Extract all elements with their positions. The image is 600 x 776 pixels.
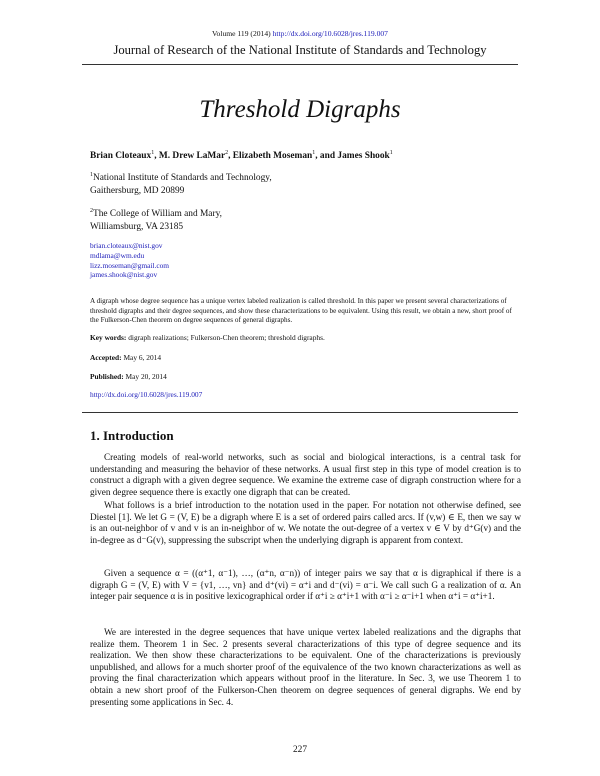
email-link[interactable]: lizz.moseman@gmail.com xyxy=(90,260,170,270)
volume-doi-link[interactable]: http://dx.doi.org/10.6028/jres.119.007 xyxy=(272,29,388,38)
doi-link[interactable]: http://dx.doi.org/10.6028/jres.119.007 xyxy=(90,390,203,399)
paragraph xyxy=(90,627,521,708)
paragraph xyxy=(90,568,521,603)
published-value: May 20, 2014 xyxy=(125,372,167,381)
volume-line xyxy=(0,29,600,38)
published-label: Published: xyxy=(90,372,124,381)
affiliation-mark: 2 xyxy=(90,207,93,214)
affiliation-mark: 1 xyxy=(90,171,93,178)
abstract: A digraph whose degree sequence has a unique vertex labeled realization is called threshold. In this paper we present several characterizations of threshold digraphs and their degree sequences, and show these characterizations to be equivalent. Using this result, we obtain a new, short proof of the Fulkerson-Chen theorem on degree sequences of general digraphs. xyxy=(90,297,512,325)
affiliation-1 xyxy=(90,172,272,197)
affiliation-2 xyxy=(90,208,222,233)
affiliation-line: Gaithersburg, MD 20899 xyxy=(90,185,185,196)
volume-text: Volume 119 (2014) xyxy=(212,29,271,38)
abstract-divider xyxy=(82,412,518,413)
keywords-label: Key words: xyxy=(90,333,127,342)
keywords xyxy=(90,333,325,342)
published-date xyxy=(90,372,167,381)
author-separator: , and xyxy=(315,151,338,161)
paragraph-text: Creating models of real-world networks, such as social and biological interactions, is a central task for understanding and measuring the behavior of these networks. A usual first step in this type of model creation is to construct a digraph with a given degree sequence. We examine the extreme case of digraph construction where for a given degree sequence there is exactly one digraph that can be created. xyxy=(90,452,521,497)
author-name: Brian Cloteaux xyxy=(90,151,152,161)
author-name: M. Drew LaMar xyxy=(158,151,226,161)
author-separator: , xyxy=(228,151,233,161)
paragraph-text: What follows is a brief introduction to the notation used in the paper. For notation not otherwise defined, see Diestel [1]. We let G = (V, E) be a digraph where E is a set of ordered pairs called arcs. If (v,w) ∈ E, then we say w is an out-neighbor of v and v is an in-neighbor of w. We notate the out-degree of a vertex v ∈ V by d⁺G(v) and the in-degree as d⁻G(v), suppressing the subscript when the underlying digraph is apparent from context. xyxy=(90,500,521,545)
paper-title: Threshold Digraphs xyxy=(199,96,401,123)
author-separator: , xyxy=(154,151,159,161)
author-affiliation-mark: 1 xyxy=(312,149,316,156)
email-link[interactable]: brian.cloteaux@nist.gov xyxy=(90,241,163,250)
email-link[interactable]: mdlama@wm.edu xyxy=(90,250,145,260)
accepted-value: May 6, 2014 xyxy=(123,353,162,362)
section-heading: 1. Introduction xyxy=(90,428,174,443)
author-affiliation-mark: 1 xyxy=(389,149,393,156)
accepted-label: Accepted: xyxy=(90,353,122,362)
email-link[interactable]: james.shook@nist.gov xyxy=(90,270,158,280)
author-affiliation-mark: 2 xyxy=(225,149,229,156)
affiliation-line: National Institute of Standards and Technology, xyxy=(93,173,272,183)
header-divider xyxy=(82,64,518,65)
paragraph xyxy=(90,452,521,498)
accepted-date xyxy=(90,353,161,362)
email-list xyxy=(90,241,169,280)
author-list xyxy=(90,151,393,161)
affiliation-line: Williamsburg, VA 23185 xyxy=(90,221,184,232)
author-name: Elizabeth Moseman xyxy=(232,151,313,161)
author-affiliation-mark: 1 xyxy=(151,149,155,156)
page-number: 227 xyxy=(292,745,308,755)
keywords-text: digraph realizations; Fulkerson-Chen theorem; threshold digraphs. xyxy=(128,333,325,342)
paragraph xyxy=(90,500,521,546)
author-name: James Shook xyxy=(337,151,390,161)
affiliation-line: The College of William and Mary, xyxy=(93,209,223,219)
paragraph-text: We are interested in the degree sequences that have unique vertex labeled realizations and the digraphs that realize them. Theorem 1 in Sec. 2 presents several characterizations of this type of degree sequence and its realization. We then show these characterizations to be equivalent. One of the characterizations is previously unpublished, and allows for a much shorter proof of the equivalence of the two known characterizations as well as proving the final characterization which appears without proof in the literature. In Sec. 3, we use Theorem 1 to obtain a new short proof of the Fulkerson-Chen theorem on degree sequences of general digraphs. We end by presenting some applications in Sec. 4. xyxy=(90,627,521,707)
paragraph-text: Given a sequence α = ((α⁺1, α⁻1), …, (α⁺n, α⁻n)) of integer pairs we say that α is digraphical if there is a digraph G = (V, E) with V = {v1, …, vn} and d⁺(vi) = α⁺i and d⁻(vi) = α⁻i. We call such G a realization of α. An integer pair sequence α is in positive lexicographical order if α⁺i ≥ α⁺i+1 with α⁻i ≥ α⁻i+1 when α⁺i = α⁺i+1. xyxy=(90,568,521,602)
journal-title: Journal of Research of the National Institute of Standards and Technology xyxy=(113,43,487,57)
